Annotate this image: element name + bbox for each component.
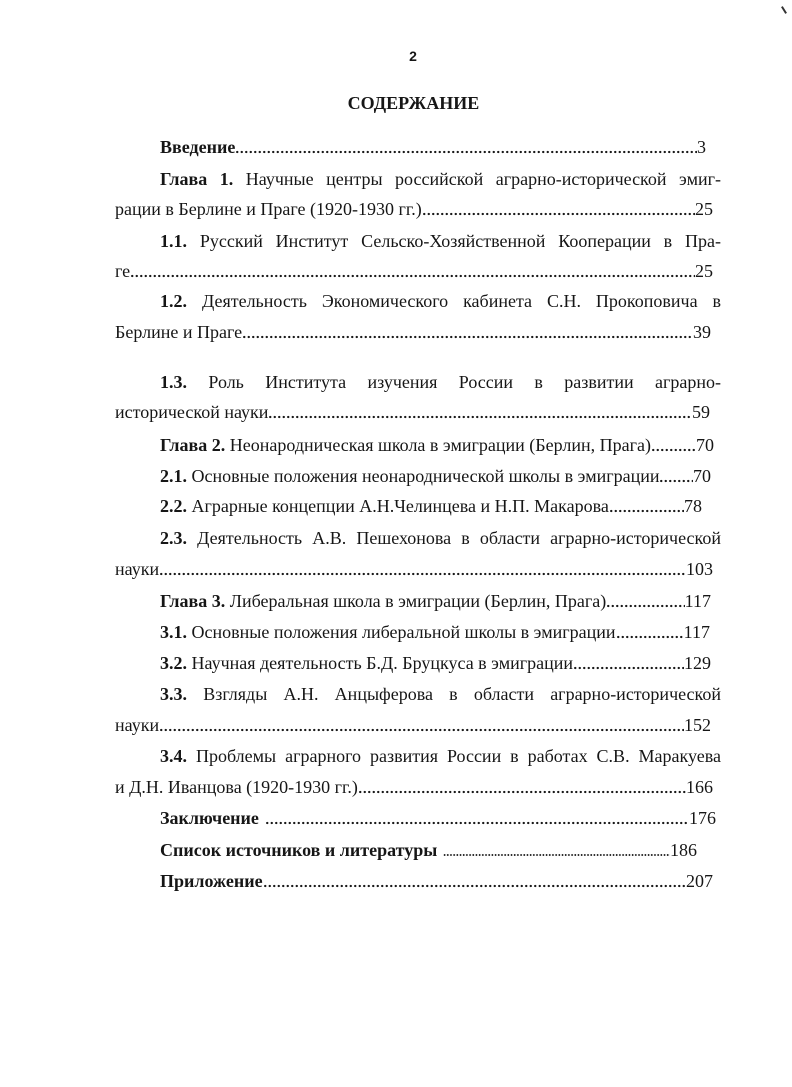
entry-label: 2.1. <box>160 466 187 486</box>
entry-label: 1.2. <box>160 291 187 311</box>
entry-label: 3.1. <box>160 622 187 642</box>
toc-title: СОДЕРЖАНИЕ <box>347 93 480 113</box>
entry-page-number: 70 <box>696 435 714 455</box>
dot-leader <box>616 617 684 648</box>
toc-line <box>160 430 714 461</box>
toc-line <box>115 256 713 287</box>
dot-leader <box>651 430 696 461</box>
entry-page-number: 59 <box>692 402 710 422</box>
entry-label: Глава 2. <box>160 435 226 455</box>
dot-leader <box>609 491 684 522</box>
dot-leader <box>659 461 693 492</box>
entry-label: 3.3. <box>160 684 187 704</box>
dot-leader <box>443 835 670 866</box>
entry-label: Заключение <box>160 808 259 828</box>
entry-label: 1.3. <box>160 372 187 392</box>
entry-label: 2.3. <box>160 528 187 548</box>
entry-page-number: 117 <box>684 591 711 611</box>
toc-line <box>160 164 721 195</box>
entry-title-continuation: ге <box>115 261 131 281</box>
entry-title-line: Научные центры российской аграрно-исторической эмиг- <box>245 169 721 189</box>
entry-page-number: 70 <box>693 466 711 486</box>
entry-title-line: Проблемы аграрного развития России в работах С.В. Маракуева <box>195 746 721 766</box>
entry-title-continuation: Берлине и Праге <box>115 322 243 342</box>
entry-title-line: Взгляды А.Н. Анцыферова в области аграрно-исторической <box>203 684 722 704</box>
dot-leader <box>263 866 686 897</box>
scan-speck <box>781 6 787 14</box>
toc-line <box>115 317 711 348</box>
entry-title <box>160 430 651 461</box>
toc-line <box>160 491 702 522</box>
dot-leader <box>268 397 692 428</box>
entry-page-number: 117 <box>683 622 710 642</box>
entry-title-line: Деятельность А.В. Пешехонова в области аграрно-исторической <box>197 528 721 548</box>
toc-line <box>160 132 706 163</box>
toc-line <box>160 803 716 834</box>
entry-page-number: 103 <box>686 559 713 579</box>
entry-page-number: 166 <box>686 777 713 797</box>
entry-title-text: Научная деятельность Б.Д. Бруцкуса в эмиграции <box>191 653 574 673</box>
toc-line <box>160 586 711 617</box>
toc-line <box>160 286 721 317</box>
entry-title <box>160 648 573 679</box>
entry-label: Введение <box>160 137 236 157</box>
entry-title <box>160 617 616 648</box>
entry-title-line: Деятельность Экономического кабинета С.Н. Прокоповича в <box>201 291 722 311</box>
dot-leader <box>358 772 686 803</box>
entry-page-number: 25 <box>695 261 713 281</box>
toc-line <box>115 554 713 585</box>
toc-line <box>160 461 711 492</box>
toc-line <box>160 617 710 648</box>
entry-title-line: Роль Института изучения России в развитии аграрно- <box>208 372 721 392</box>
dot-leader <box>242 317 693 348</box>
entry-label: 3.4. <box>160 746 187 766</box>
entry-title <box>160 586 606 617</box>
dot-leader <box>265 803 689 834</box>
toc-line <box>160 741 721 772</box>
entry-page-number: 176 <box>689 808 716 828</box>
toc-line <box>160 226 721 257</box>
dot-leader <box>130 256 695 287</box>
entry-label: Список источников и литературы <box>160 840 438 860</box>
entry-page-number: 39 <box>693 322 711 342</box>
toc-line <box>115 772 713 803</box>
dot-leader <box>573 648 684 679</box>
toc-line <box>115 194 713 225</box>
entry-page-number: 3 <box>697 137 706 157</box>
entry-title-text: Аграрные концепции А.Н.Челинцева и Н.П. Макарова <box>191 496 609 516</box>
entry-title <box>160 461 659 492</box>
entry-title-line: Русский Институт Сельско-Хозяйственной Кооперации в Пра- <box>199 231 721 251</box>
dot-leader <box>422 194 695 225</box>
toc-line <box>115 710 711 741</box>
entry-title-continuation: и Д.Н. Иванцова (1920-1930 гг.) <box>115 777 358 797</box>
entry-page-number: 78 <box>684 496 702 516</box>
entry-title-continuation: науки <box>115 715 160 735</box>
entry-label: 1.1. <box>160 231 187 251</box>
entry-label: Приложение <box>160 871 263 891</box>
toc-line <box>160 679 721 710</box>
entry-page-number: 129 <box>684 653 711 673</box>
entry-label: 3.2. <box>160 653 187 673</box>
entry-page-number: 207 <box>686 871 713 891</box>
entry-title-continuation: исторической науки <box>115 402 269 422</box>
toc-line <box>160 367 721 398</box>
entry-title-continuation: науки <box>115 559 160 579</box>
entry-label: Глава 3. <box>160 591 226 611</box>
toc-line <box>115 397 710 428</box>
dot-leader <box>606 586 684 617</box>
entry-title-continuation: рации в Берлине и Праге (1920-1930 гг.) <box>115 199 422 219</box>
entry-title-text: Неонародническая школа в эмиграции (Берлин, Прага) <box>229 435 651 455</box>
toc-line <box>160 835 697 866</box>
entry-label: 2.2. <box>160 496 187 516</box>
toc-line <box>160 648 711 679</box>
entry-title <box>160 491 609 522</box>
dot-leader <box>235 132 697 163</box>
toc-line <box>160 866 713 897</box>
entry-title-text: Основные положения неонароднической школы в эмиграции <box>191 466 660 486</box>
entry-title-text: Основные положения либеральной школы в эмиграции <box>191 622 616 642</box>
toc-line <box>160 523 721 554</box>
page-number: 2 <box>409 48 417 64</box>
entry-page-number: 186 <box>670 840 697 860</box>
entry-page-number: 152 <box>684 715 711 735</box>
dot-leader <box>159 554 686 585</box>
entry-page-number: 25 <box>695 199 713 219</box>
entry-title-text: Либеральная школа в эмиграции (Берлин, Прага) <box>229 591 607 611</box>
entry-label: Глава 1. <box>160 169 234 189</box>
dot-leader <box>159 710 684 741</box>
